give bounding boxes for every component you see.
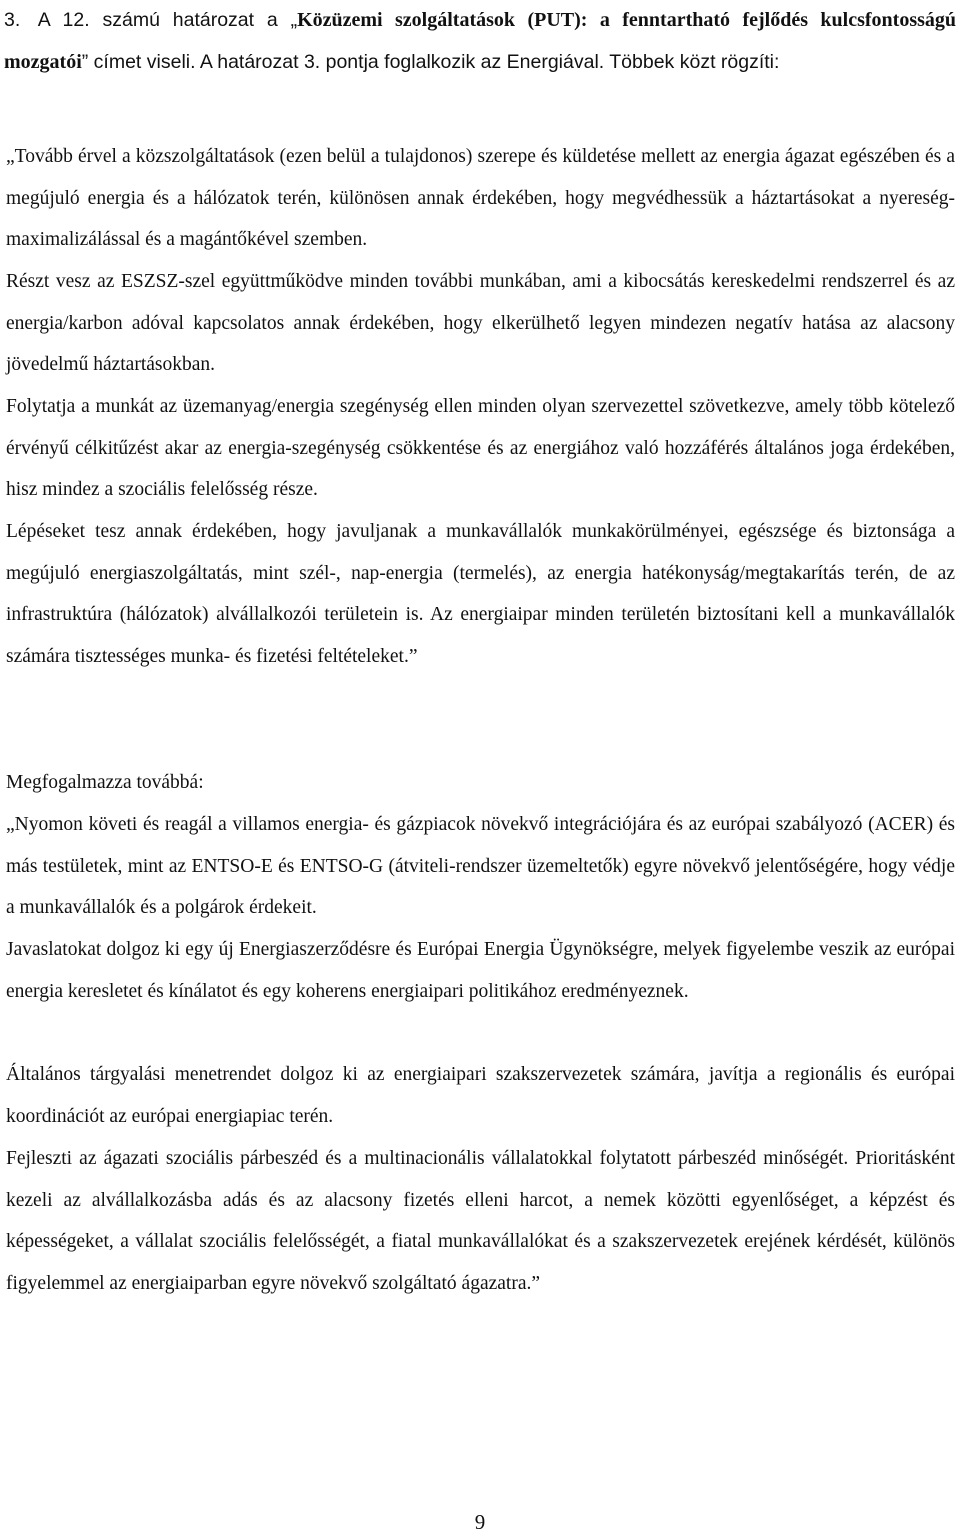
section2-paragraph-2: Javaslatokat dolgoz ki egy új Energiaszerződésre és Európai Energia Ügynökségre, melyek figyelembe veszik az európai energia keresletet és kínálatot és egy koherens energiaipari politikához eredményeznek. [6, 939, 955, 1002]
page-number: 9 [474, 1510, 486, 1534]
intro-text-after: ” címet viseli. A határozat 3. pontja foglalkozik az Energiával. Többek közt rögzíti: [81, 50, 780, 73]
quote1-paragraph-4: Lépéseket tesz annak érdekében, hogy javuljanak a munkavállalók munkakörülményei, egészsége és biztonsága a megújuló energiaszolgáltatás, mint szél-, nap-energia (termelés), az energia hatékonyság/megtakarítás terén, de az infrastruktúra (hálózatok) alvállalkozói területein is. Az energiaipar minden területén biztosítani kell a munkavállalók számára tisztességes munka- és fizetési feltételeket.” [6, 521, 955, 667]
item-number: 3. [4, 9, 21, 31]
quote1-paragraph-2: Részt vesz az ESZSZ-szel együttműködve minden további munkában, ami a kibocsátás kereskedelmi rendszerrel és az energia/karbon adóval kapcsolatos annak érdekében, hogy elkerülhető legyen mindezen negatív hatása az alacsony jövedelmű háztartásokban. [6, 271, 955, 376]
intro-paragraph [4, 0, 956, 83]
section2-paragraph-1: „Nyomon követi és reagál a villamos energia- és gázpiacok növekvő integrációjára és az európai szabályozó (ACER) és más testületek, mint az ENTSO-E és ENTSO-G (átviteli-rendszer üzemeltetők) egyre növekvő jelentőségére, hogy védje a munkavállalók és a polgárok érdekeit. [6, 814, 955, 919]
section2-lead: Megfogalmazza továbbá: [6, 772, 204, 793]
resolution-title: Közüzemi szolgáltatások (PUT): a fenntartható fejlődés kulcsfontosságú mozgatói [4, 9, 957, 73]
intro-text-before: A 12. számú határozat a „ [37, 9, 298, 31]
section2-paragraph-3: Általános tárgyalási menetrendet dolgoz ki az energiaipari szakszervezetek számára, javítja a regionális és európai koordinációt az európai energiapiac terén. [6, 1064, 955, 1127]
quote1-paragraph-1: „Tovább érvel a közszolgáltatások (ezen belül a tulajdonos) szerepe és küldetése mellett az energia ágazat egészében és a megújuló energia és a hálózatok terén, különösen annak érdekében, hogy megvédhessük a háztartásokat a nyereség-maximalizálással és a magántőkével szemben. [6, 146, 955, 251]
section2-paragraph-4: Fejleszti az ágazati szociális párbeszéd és a multinacionális vállalatokkal folytatott párbeszéd minőségét. Prioritásként kezeli az alvállalkozásba adás és az alacsony fizetés elleni harcot, a nemek közötti egyenlőséget, a képzést és képességeket, a vállalat szociális felelősségét, a fiatal munkavállalókat és a szakszervezetek erejének kérdését, különös figyelemmel az energiaiparban egyre növekvő szolgáltató ágazatra.” [6, 1148, 955, 1294]
quote1-paragraph-3: Folytatja a munkát az üzemanyag/energia szegénység ellen minden olyan szervezettel szövetkezve, amely több kötelező érvényű célkitűzést akar az energia-szegénység csökkentése és az energiához való hozzáférés általános joga érdekében, hisz mindez a szociális felelősség része. [6, 396, 955, 501]
